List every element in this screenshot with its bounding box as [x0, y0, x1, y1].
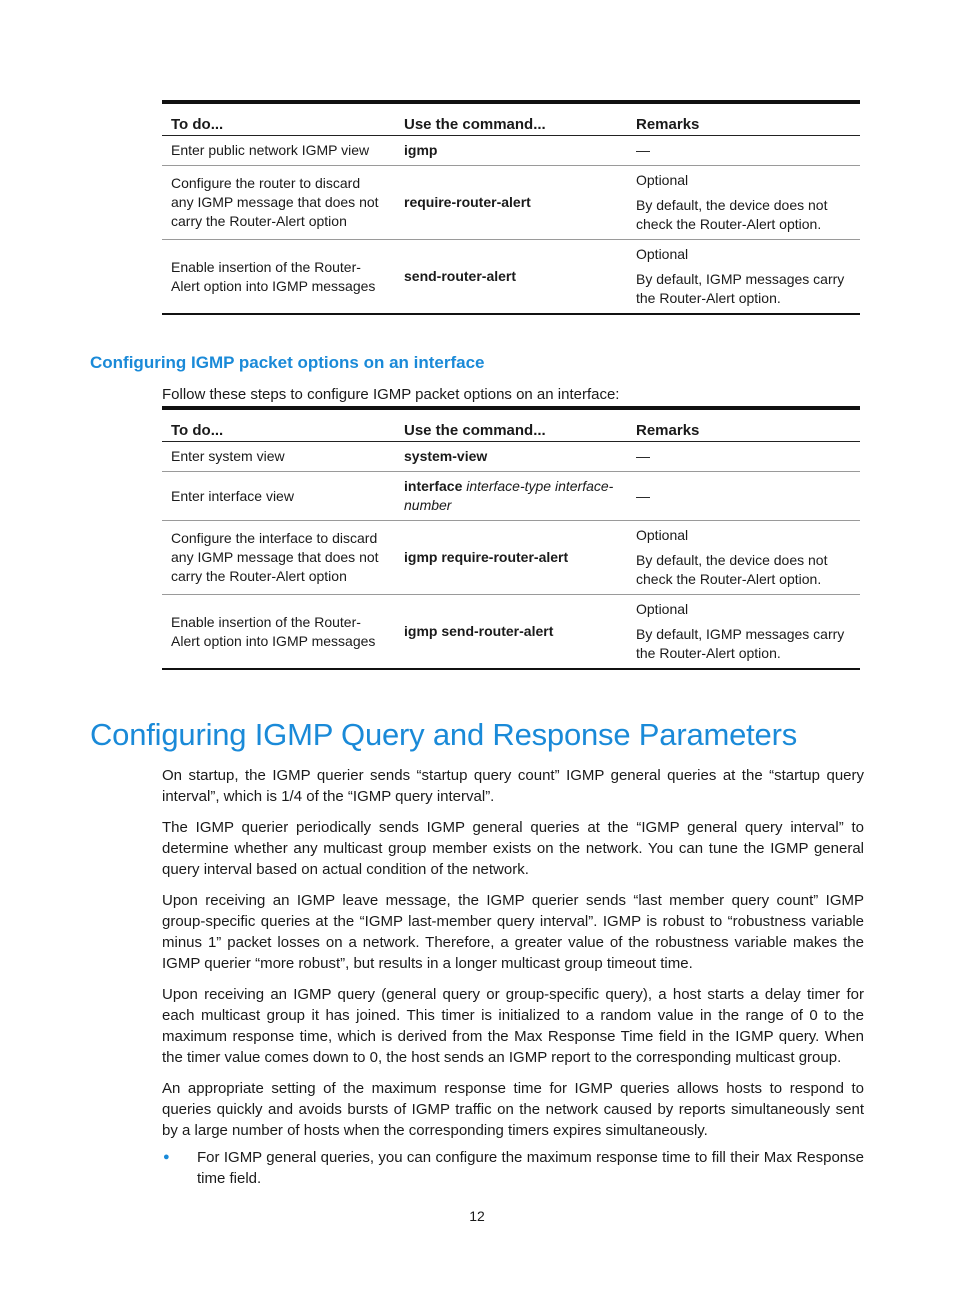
table-row	[162, 136, 860, 166]
command-keyword: interface	[404, 478, 463, 494]
remark-text: —	[636, 448, 650, 464]
table-header-row	[162, 102, 860, 136]
remark-text: —	[636, 142, 650, 158]
header-remarks: Remarks	[627, 102, 860, 136]
remarks-cell	[627, 166, 860, 240]
main-heading: Configuring IGMP Query and Response Parameters	[90, 717, 798, 752]
header-todo: To do...	[162, 408, 395, 442]
header-remarks: Remarks	[627, 408, 860, 442]
remarks-cell	[627, 472, 860, 521]
remarks-cell	[627, 595, 860, 670]
commands-table-1	[162, 100, 860, 315]
header-todo: To do...	[162, 102, 395, 136]
remark-optional: Optional	[636, 601, 689, 617]
todo-cell: Configure the router to discard any IGMP message that does not carry the Router-Alert option	[162, 166, 395, 240]
todo-cell: Enter system view	[162, 442, 395, 472]
paragraph: The IGMP querier periodically sends IGMP general queries at the “IGMP general query interval” to determine whether any multicast group member exists on the network. You can tune the IGMP general query interval based on actual condition of the network.	[162, 819, 864, 878]
command-cell: require-router-alert	[395, 166, 627, 240]
table-row	[162, 521, 860, 595]
todo-cell: Configure the interface to discard any IGMP message that does not carry the Router-Alert option	[162, 521, 395, 595]
section-heading: Configuring IGMP packet options on an interface	[90, 353, 485, 372]
table-row	[162, 472, 860, 521]
remarks-cell	[627, 521, 860, 595]
remark-default: By default, the device does not check the Router-Alert option.	[636, 552, 828, 587]
page-number: 12	[469, 1208, 485, 1224]
todo-cell: Enter public network IGMP view	[162, 136, 395, 166]
table-row	[162, 442, 860, 472]
intro-text: Follow these steps to configure IGMP packet options on an interface:	[162, 386, 620, 403]
remark-optional: Optional	[636, 527, 689, 543]
todo-cell: Enter interface view	[162, 472, 395, 521]
remark-default: By default, the device does not check the Router-Alert option.	[636, 197, 828, 232]
bullet-text: For IGMP general queries, you can configure the maximum response time to fill their Max Response time field.	[197, 1149, 864, 1187]
paragraph: An appropriate setting of the maximum response time for IGMP queries allows hosts to respond to queries quickly and avoids bursts of IGMP traffic on the network caused by reports simultaneously sent by a large number of hosts when the corresponding timers expires simultaneously.	[162, 1080, 864, 1139]
command-cell: send-router-alert	[404, 268, 517, 284]
remark-default: By default, IGMP messages carry the Router-Alert option.	[636, 626, 845, 661]
remarks-cell	[627, 442, 860, 472]
body-text	[162, 765, 864, 1189]
paragraph: On startup, the IGMP querier sends “startup query count” IGMP general queries at the “startup query interval”, which is 1/4 of the “IGMP query interval”.	[162, 767, 864, 805]
commands-table-2	[162, 406, 860, 670]
bullet-icon: ●	[163, 1151, 170, 1163]
header-command: Use the command...	[395, 102, 627, 136]
header-command: Use the command...	[395, 408, 627, 442]
paragraph: Upon receiving an IGMP query (general query or group-specific query), a host starts a delay timer for each multicast group it has joined. This timer is initialized to a random value in the range of 0 to the maximum response time, which is derived from the Max Response Time field in the IGMP query. When the timer value comes down to 0, the host sends an IGMP report to the corresponding multicast group.	[162, 986, 864, 1066]
table-row	[162, 240, 860, 315]
table-row	[162, 595, 860, 670]
remark-text: —	[636, 487, 650, 504]
todo-cell: Enable insertion of the Router-Alert option into IGMP messages	[171, 258, 376, 294]
command-cell: igmp send-router-alert	[404, 623, 554, 639]
command-cell: igmp	[395, 136, 627, 166]
command-cell: system-view	[395, 442, 627, 472]
remarks-cell	[627, 240, 860, 315]
remark-default: By default, IGMP messages carry the Router-Alert option.	[636, 271, 845, 306]
remarks-cell	[627, 136, 860, 166]
table-row	[162, 166, 860, 240]
bullet-item	[162, 1147, 864, 1189]
command-cell: igmp require-router-alert	[395, 521, 627, 595]
remark-optional: Optional	[636, 246, 689, 262]
command-argument: interface-type interface-number	[404, 478, 614, 513]
paragraph: Upon receiving an IGMP leave message, the IGMP querier sends “last member query count” IGMP group-specific queries at the “IGMP last-member query interval”. IGMP is robust to “robustness variable minus 1” packet losses on a network. Therefore, a greater value of the robustness variable makes the IGMP querier “more robust”, but results in a longer multicast group timeout time.	[162, 892, 864, 972]
todo-cell: Enable insertion of the Router-Alert option into IGMP messages	[171, 613, 376, 649]
table-header-row	[162, 408, 860, 442]
command-cell	[395, 472, 627, 521]
remark-optional: Optional	[636, 172, 689, 188]
